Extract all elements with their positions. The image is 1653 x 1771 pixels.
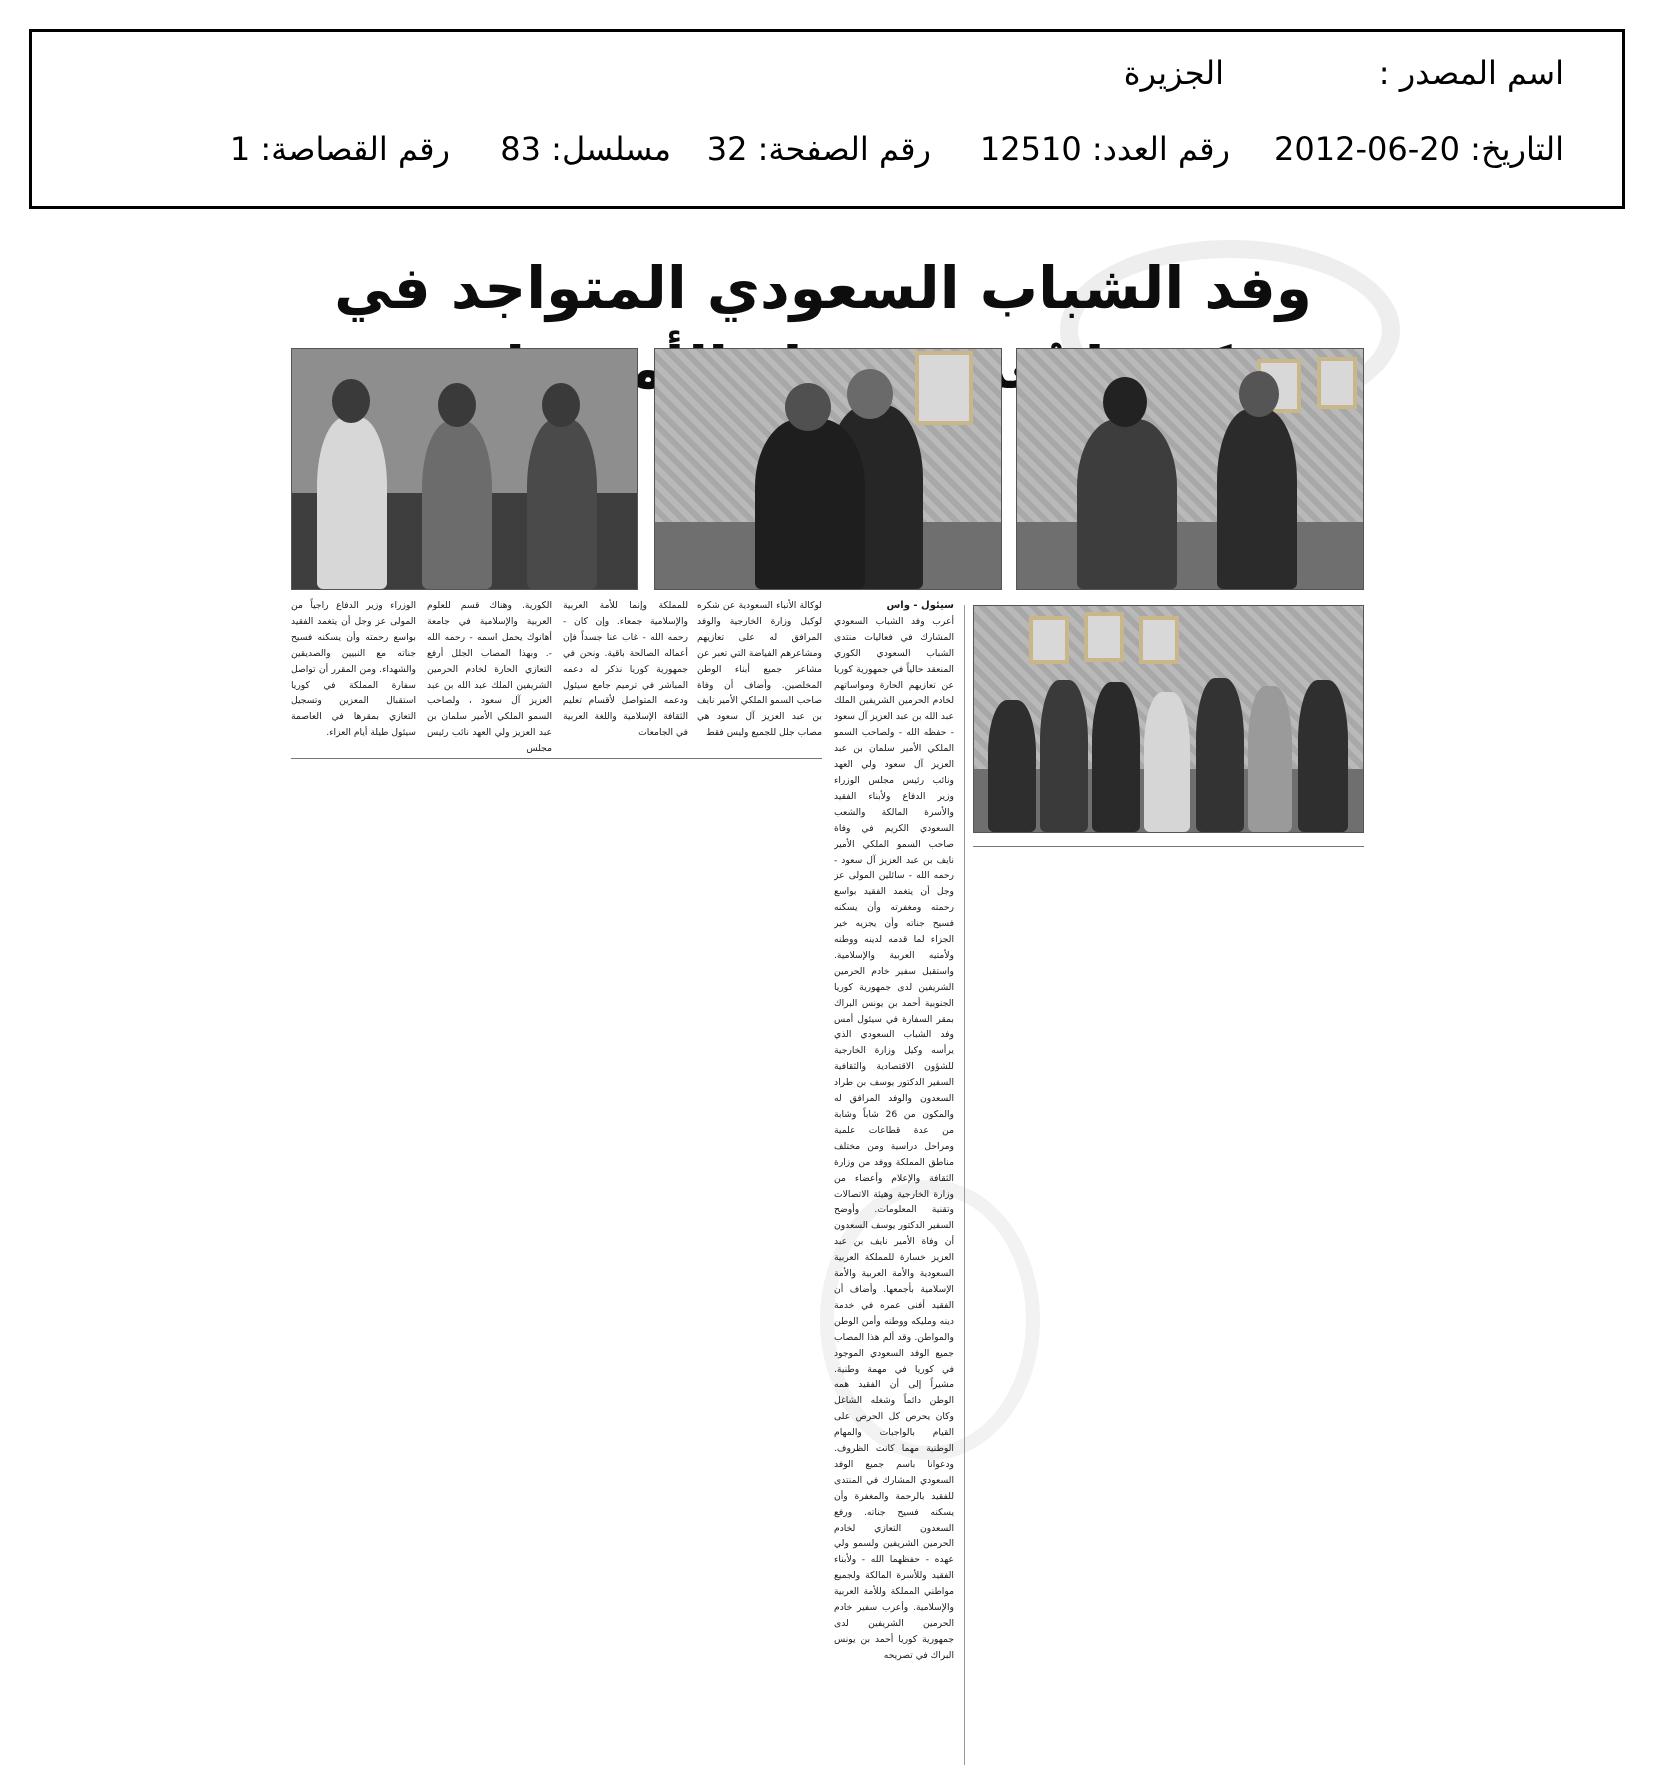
article-column-a: لوكالة الأنباء السعودية عن شكره لوكيل وزارة الخارجية والوفد المرافق له على تعازيهم ومشاعرهم الفياضة التي تعبر عن مشاعر جميع أبناء الوطن المخلصين. وأضاف أن وفاة صاحب السمو الملكي الأمير نايف بن عبد العزيز آل سعود هي مصاب جلل للجميع وليس فقط [697, 600, 822, 739]
article-column-d: الوزراء وزير الدفاع راجياً من المولى عز وجل أن يتغمد الفقيد بواسع رحمته وأن يسكنه فسيح جناته مع النبيين والصديقين والشهداء. ومن المقرر أن تواصل سفارة المملكة في كوريا استقبال المعزين وتسجيل التعازي بمقرها في العاصمة سيئول طيلة أيام العزاء. [291, 600, 416, 739]
photo-seated-delegates [291, 348, 638, 590]
article-column-c: الكورية. وهناك قسم للعلوم العربية والإسلامية في جامعة أهانوك يحمل اسمه - رحمه الله -. وبهذا المصاب الجلل أرفع التعازي الحارة لخادم الحرمين الشريفين الملك عبد الله بن عبد العزيز آل سعود ، ولصاحب السمو الملكي الأمير سلمان بن عبد العزيز ولي العهد نائب رئيس مجلس [427, 600, 552, 755]
photo-group [973, 605, 1364, 833]
column-divider [964, 605, 965, 1765]
photo-caption-rule [973, 846, 1364, 847]
article-column-b: للمملكة وإنما للأمة العربية والإسلامية جمعاء. وإن كان - رحمه الله - غاب عنا جسداً فإن أعماله الصالحة باقية. ونحن في جمهورية كوريا نذكر له دعمه المباشر في ترميم جامع سيئول ودعمه المتواصل لأقسام تعليم الثقافة الإسلامية واللغة العربية في الجامعات [563, 600, 688, 739]
date-field: التاريخ: 20-06-2012 [1274, 130, 1564, 168]
issue-field: رقم العدد: 12510 [979, 130, 1230, 168]
source-value: الجزيرة [1123, 54, 1224, 92]
article-body-main: أعرب وفد الشباب السعودي المشارك في فعاليات منتدى الشباب السعودي الكوري المنعقد حالياً في جمهورية كوريا عن تعازيهم الحارة ومواساتهم لخادم الحرمين الشريفين الملك عبد الله بن عبد العزيز آل سعود - حفظه الله - ولصاحب السمو الملكي الأمير سلمان بن عبد العزيز آل سعود ولي العهد ونائب رئيس مجلس الوزراء وزير الدفاع ولأبناء الفقيد والأسرة المالكة والشعب السعودي الكريم في وفاة صاحب السمو الملكي الأمير نايف بن عبد العزيز آل سعود - رحمه الله - سائلين المولى عز وجل أن يتغمد الفقيد بواسع رحمته ومغفرته وأن يسكنه فسيح جناته وأن يجزيه خير الجزاء لما قدمه لدينه ووطنه ولأمتيه العربية والإسلامية. واستقبل سفير خادم الحرمين الشريفين لدى جمهورية كوريا الجنوبية أحمد بن يونس البراك بمقر السفارة في سيئول أمس وفد الشباب السعودي الذي يرأسه وكيل وزارة الخارجية للشؤون الاقتصادية والثقافية السفير الدكتور يوسف بن طراد السعدون والوفد المرافق له والمكون من 26 شاباً وشابة من عدة قطاعات علمية ومراحل دراسية ومن مختلف مناطق المملكة ووفد من وزارة الثقافة والإعلام وأعضاء من وزارة الخارجية وهيئة الاتصالات وتقنية المعلومات. وأوضح السفير الدكتور يوسف السعدون أن وفاة الأمير نايف بن عبد العزيز خسارة للمملكة العربية السعودية والأمة العربية والأمة الإسلامية بأجمعها. وأضاف أن الفقيد أفنى عمره في خدمة دينه ومليكه ووطنه وأمن الوطن والمواطن. وقد ألم هذا المصاب جميع الوفد السعودي الموجود في كوريا في مهمة وطنية. مشيراً إلى أن الفقيد همه الوطن دائماً وشغله الشاغل وكان يحرص كل الحرص على القيام بالواجبات والمهام الوطنية مهما كانت الظروف. ودعوانا باسم جميع الوفد السعودي المشارك في المنتدى للفقيد بالرحمة والمغفرة وأن يسكنه فسيح جناته. ورفع السعدون التعازي لخادم الحرمين الشريفين ولسمو ولي عهده - حفظهما الله - ولأبناء الفقيد وللأسرة المالكة ولجميع مواطني المملكة وللأمة العربية والإسلامية. وأعرب سفير خادم الحرمين الشريفين لدى جمهورية كوريا أحمد بن يونس البراك في تصريحه [834, 615, 954, 1661]
article-main-column [834, 598, 954, 1768]
article-dateline: سيئول - واس [886, 600, 954, 611]
article-headline: وفد الشباب السعودي المتواجد في الأمير [334, 254, 1312, 402]
photo-embrace [654, 348, 1002, 590]
serial-field: مسلسل: 83 [500, 130, 671, 168]
photo-handshake [1016, 348, 1364, 590]
columns-bottom-rule [291, 758, 822, 759]
source-label: اسم المصدر : [1378, 54, 1564, 92]
clipping-metadata-box [29, 29, 1625, 209]
clip-field: رقم القصاصة: 1 [229, 130, 450, 168]
details-row [32, 130, 1622, 174]
page-field: رقم الصفحة: 32 [706, 130, 931, 168]
source-row [32, 54, 1622, 98]
